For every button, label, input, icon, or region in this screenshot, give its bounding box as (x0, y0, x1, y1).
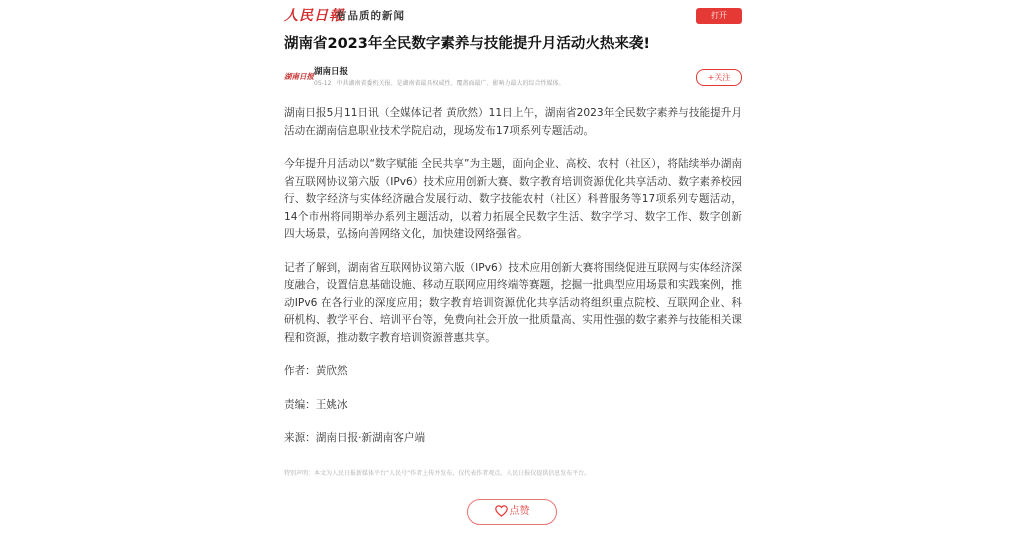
paragraph-2: 今年提升月活动以“数字赋能 全民共享”为主题，面向企业、高校、农村（社区），将陆续举办湖南省互联网协议第六版（IPv6）技术应用创新大赛、数字教育培训资源优化共享活动、数字素养校园行、数字经济与实体经济融合发展行动、数字技能农村（社区）科普服务等17项系列专题活动，14个市州将同期举办系列主题活动，以着力拓展全民数字生活、数字学习、数字工作、数字创新四大场景，弘扬向善网络文化，加快建设网络强省。 (284, 158, 742, 240)
like-button[interactable] (467, 499, 557, 525)
slogan: 有品质的新闻 (336, 10, 405, 22)
author-line: 作者：黄欣然 (284, 365, 348, 377)
publish-date: 05-12 (314, 80, 332, 87)
source-logo[interactable]: 湖南日报 (284, 72, 314, 81)
people-daily-logo: 人民日報 (284, 8, 344, 24)
heart-outline-icon (495, 505, 508, 517)
like-label: 点赞 (509, 506, 530, 517)
editor-line: 责编：王姚冰 (284, 398, 348, 411)
origin-line: 来源：湖南日报·新湖南客户端 (284, 432, 426, 444)
paragraph-3: 记者了解到，湖南省互联网协议第六版（IPv6）技术应用创新大赛将围绕促进互联网与实体经济深度融合，设置信息基础设施、移动互联网应用终端等赛题，挖掘一批典型应用场景和实践案例，推动IPv6 在各行业的深度应用；数字教育培训资源优化共享活动将组织重点院校、互联网企业、科研机构、教学平台、培训平台等，免费向社会开放一批质量高、实用性强的数字素养与技能相关课程和资源，推动数字教育培训资源普惠共享。 (284, 261, 742, 344)
article-body (284, 105, 742, 464)
open-app-button[interactable]: 打开 (696, 8, 742, 24)
follow-button[interactable]: +关注 (696, 69, 742, 86)
top-bar (284, 7, 742, 25)
paragraph-1: 湖南日报5月11日讯（全媒体记者 黄欣然）11日上午，湖南省2023年全民数字素养与技能提升月活动在湖南信息职业技术学院启动，现场发布17项系列专题活动。 (284, 107, 742, 137)
article-title: 湖南省2023年全民数字素养与技能提升月活动火热来袭! (284, 36, 650, 52)
source-row (284, 64, 742, 92)
source-meta (314, 79, 564, 88)
source-name[interactable]: 湖南日报 (314, 67, 349, 77)
disclaimer: 特别声明：本文为人民日报新媒体平台“人民号”作者上传并发布，仅代表作者观点。人民日报仅提供信息发布平台。 (284, 470, 591, 477)
source-description: 中共湖南省委机关报、是湖南省最具权威性、覆盖面最广、影响力最大的综合性媒体。 (336, 80, 565, 87)
